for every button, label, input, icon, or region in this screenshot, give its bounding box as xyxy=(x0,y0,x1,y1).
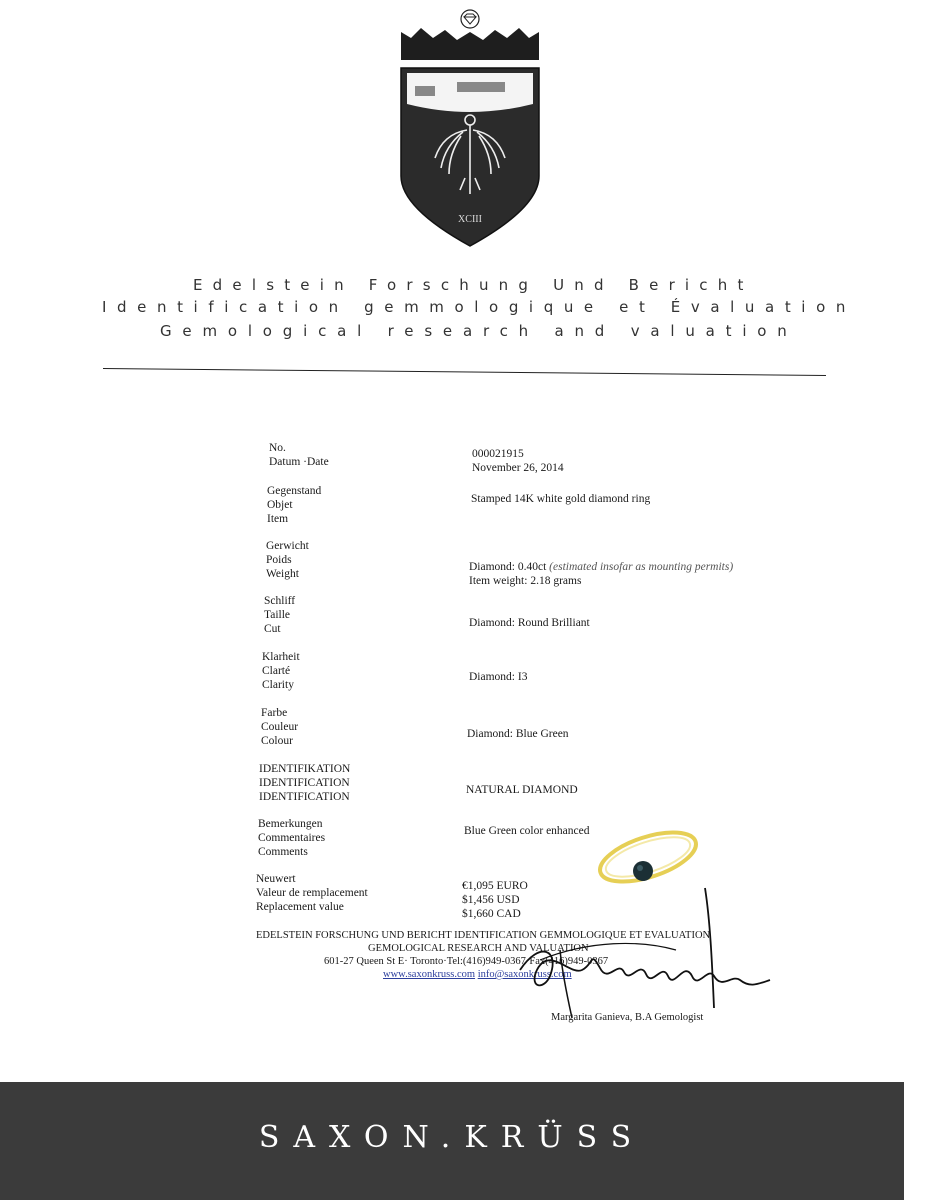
label-number: No. Datum ·Date xyxy=(269,442,329,468)
address-line-1: EDELSTEIN FORSCHUNG UND BERICHT IDENTIFICATION GEMMOLOGIQUE ET EVALUATION xyxy=(256,930,711,941)
value-usd: $1,456 USD xyxy=(462,894,520,906)
signature xyxy=(500,880,780,1020)
value-clarity: Diamond: I3 xyxy=(469,671,528,683)
heading-english: Gemological research and valuation xyxy=(160,322,798,340)
crown-icon xyxy=(401,28,539,60)
value-comments: Blue Green color enhanced xyxy=(464,825,590,837)
email-link[interactable]: info@saxonkruss.com xyxy=(477,969,572,980)
value-cad: $1,660 CAD xyxy=(462,908,521,920)
footer-band xyxy=(0,1082,904,1200)
value-number-date xyxy=(472,447,564,475)
label-colour: Farbe Couleur Colour xyxy=(261,707,299,747)
crest-numeral: XCIII xyxy=(458,214,482,225)
certificate-date: November 26, 2014 xyxy=(472,462,564,474)
label-comments: Bemerkungen Commentaires Comments xyxy=(258,818,326,858)
brand-name: SAXON.KRÜSS xyxy=(258,1120,646,1155)
label-item: Gegenstand Objet Item xyxy=(267,485,322,525)
website-link[interactable]: www.saxonkruss.com xyxy=(383,969,476,980)
address-line-2: GEMOLOGICAL RESEARCH AND VALUATION xyxy=(368,943,589,954)
value-item: Stamped 14K white gold diamond ring xyxy=(471,493,651,505)
signatory-name: Margarita Ganieva, B.A Gemologist xyxy=(551,1012,704,1023)
label-cut: Schliff Taille Cut xyxy=(264,595,296,635)
label-replacement: Neuwert Valeur de remplacement Replacement value xyxy=(256,873,368,913)
label-weight: Gerwicht Poids Weight xyxy=(266,540,309,580)
heading-german: Edelstein Forschung Und Bericht xyxy=(193,276,754,294)
address-line-3: 601-27 Queen St E· Toronto·Tel:(416)949-0367·Fax(416)949-0367 xyxy=(324,956,609,967)
divider xyxy=(103,368,826,376)
value-identification: NATURAL DIAMOND xyxy=(466,784,578,796)
label-identification: IDENTIFIKATION IDENTIFICATION IDENTIFICATION xyxy=(259,763,351,803)
certificate-number: 000021915 xyxy=(472,448,524,460)
value-colour: Diamond: Blue Green xyxy=(467,728,569,740)
diamond-icon xyxy=(461,10,479,28)
value-weight: Diamond: 0.40ct (estimated insofar as mounting permits) Item weight: 2.18 grams xyxy=(469,561,734,587)
heading-french: Identification gemmologique et Évaluation xyxy=(102,298,856,316)
crest-logo xyxy=(395,8,545,248)
label-clarity: Klarheit Clarté Clarity xyxy=(262,651,300,691)
value-euro: €1,095 EURO xyxy=(462,880,528,892)
value-cut: Diamond: Round Brilliant xyxy=(469,617,590,629)
